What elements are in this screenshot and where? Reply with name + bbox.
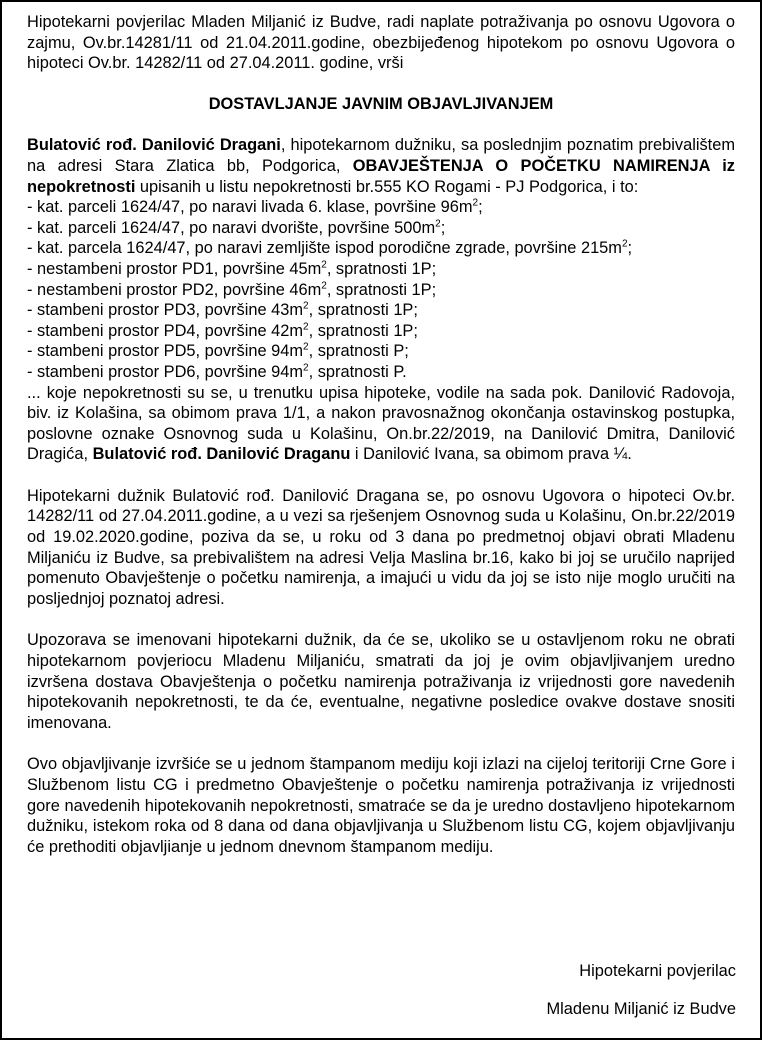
notice-heading: DOSTAVLJANJE JAVNIM OBJAVLJIVANJEM [208,94,554,113]
notice-body [27,12,735,857]
property-item: - kat. parceli 1624/47, po naravi dvorište, površine $500m^2$; [27,218,446,237]
recipient-paragraph [27,135,735,197]
property-item: - kat. parceli 1624/47, po naravi livada 6. klase, površine $96m^2$; [27,197,483,217]
ownership-name: Bulatović rođ. Danilović Draganu [92,445,351,464]
property-item: - nestambeni prostor PD1, površine $45m^2$, spratnosti 1P; [27,259,437,278]
summons-paragraph: Hipotekarni dužnik Bulatović rođ. Danilović Dragana se, po osnovu Ugovora o hipoteci Ov.br. 14282/11 od 27.04.2011.godine, a u vezi sa rješenjem Osnovnog suda u Kolašinu, On.br.22/2019 od 19.02.2020.godine, poziva da se, u roku od 3 dana po predmetnoj objavi obrati Mladenu Miljaniću iz Budve, sa prebivalištem na adresi Velja Maslina br.16, kako bi joj se uručilo naprijed pomenuto Obavještenje o početku namirenja, a imajući u vidu da joj se isto nije moglo uručiti na posljednjoj poznatoj adresi. [27,486,735,608]
property-item: - nestambeni prostor PD2, površine $46m^2$, spratnosti 1P; [27,280,437,299]
signature-title: Hipotekarni povjerilac [579,962,736,980]
property-item: - stambeni prostor PD5, površine $94m^2$, spratnosti P; [27,341,409,361]
notice-title-inline: OBAVJEŠTENJA O POČETKU NAMIRENJA iz nepokretnosti [27,156,735,196]
warning-paragraph: Upozorava se imenovani hipotekarni dužnik, da će se, ukoliko se u ostavljenom roku ne obrati hipotekarnom povjeriocu Mladenu Miljaniću, smatrati da joj je ovim objavljivanjem uredno izvršena dostava Obavještenja o početku namirenja potraživanja iz vrijednosti gore navedenih hipotekovanih nepokretnosti, te da će, eventualne, negativne posledice ovakve dostave snositi imenovana. [27,631,735,732]
property-item: - kat. parcela 1624/47, po naravi zemljište ispod porodične zgrade, površine $215m^2$; [27,238,633,258]
intro-paragraph: Hipotekarni povjerilac Mladen Miljanić iz Budve, radi naplate potraživanja po osnovu Ugovora o zajmu, Ov.br.14281/11 od 21.04.2011.godine, obezbijeđenog hipotekom po osnovu Ugovora o hipoteci Ov.br. 14282/11 od 27.04.2011. godine, vrši [27,13,735,73]
signature-name: Mladenu Miljanić iz Budve [546,1000,736,1018]
property-list [27,197,735,382]
property-item: - stambeni prostor PD4, površine $42m^2$, spratnosti 1P; [27,321,418,340]
recipient-text-2: upisanih u listu nepokretnosti br.555 KO Rogami - PJ Podgorica, i to: [135,177,639,196]
property-item: - stambeni prostor PD3, površine $43m^2$, spratnosti 1P; [27,300,418,320]
property-item: - stambeni prostor PD6, površine $94m^2$, spratnosti P. [27,362,407,381]
recipient-name: Bulatović rođ. Danilović Dragani [27,136,281,155]
publication-paragraph: Ovo objavljivanje izvršiće se u jednom štampanom mediju koji izlazi na cijeloj teritoriji Crne Gore i Službenom listu CG i predmetno Obavještenje o početku namirenja potraživanja iz vrijednosti gore navedenih hipotekovanih nepokretnosti, smatraće se da je uredno dostavljeno hipotekarnom dužniku, istekom roka od 8 dana od dana objavljivanja u Službenom listu CG, kojem objavljivanju će prethoditi objavljianje u jednom dnevnom štampanom mediju. [27,755,735,856]
recipient-text-1: , hipotekarnom dužniku, sa poslednjim poznatim prebivalištem na adresi Stara Zlatica bb, Podgorica, [27,136,735,175]
ownership-paragraph: ... koje nepokretnosti su se, u trenutku upisa hipoteke, vodile na sada pok. Danilović Radovoja, biv. iz Kolašina, sa obimom prava 1/1, a nakon pravosnažnog okončanja ostavinskog postupka, poslovne oznake Osnovnog suda u Kolašinu, On.br.22/2019, na Danilović Dmitra, Danilović Dragića, Bulatović rođ. Danilović Draganu i Danilović Ivana, sa obimom prava ¼. [27,383,735,464]
